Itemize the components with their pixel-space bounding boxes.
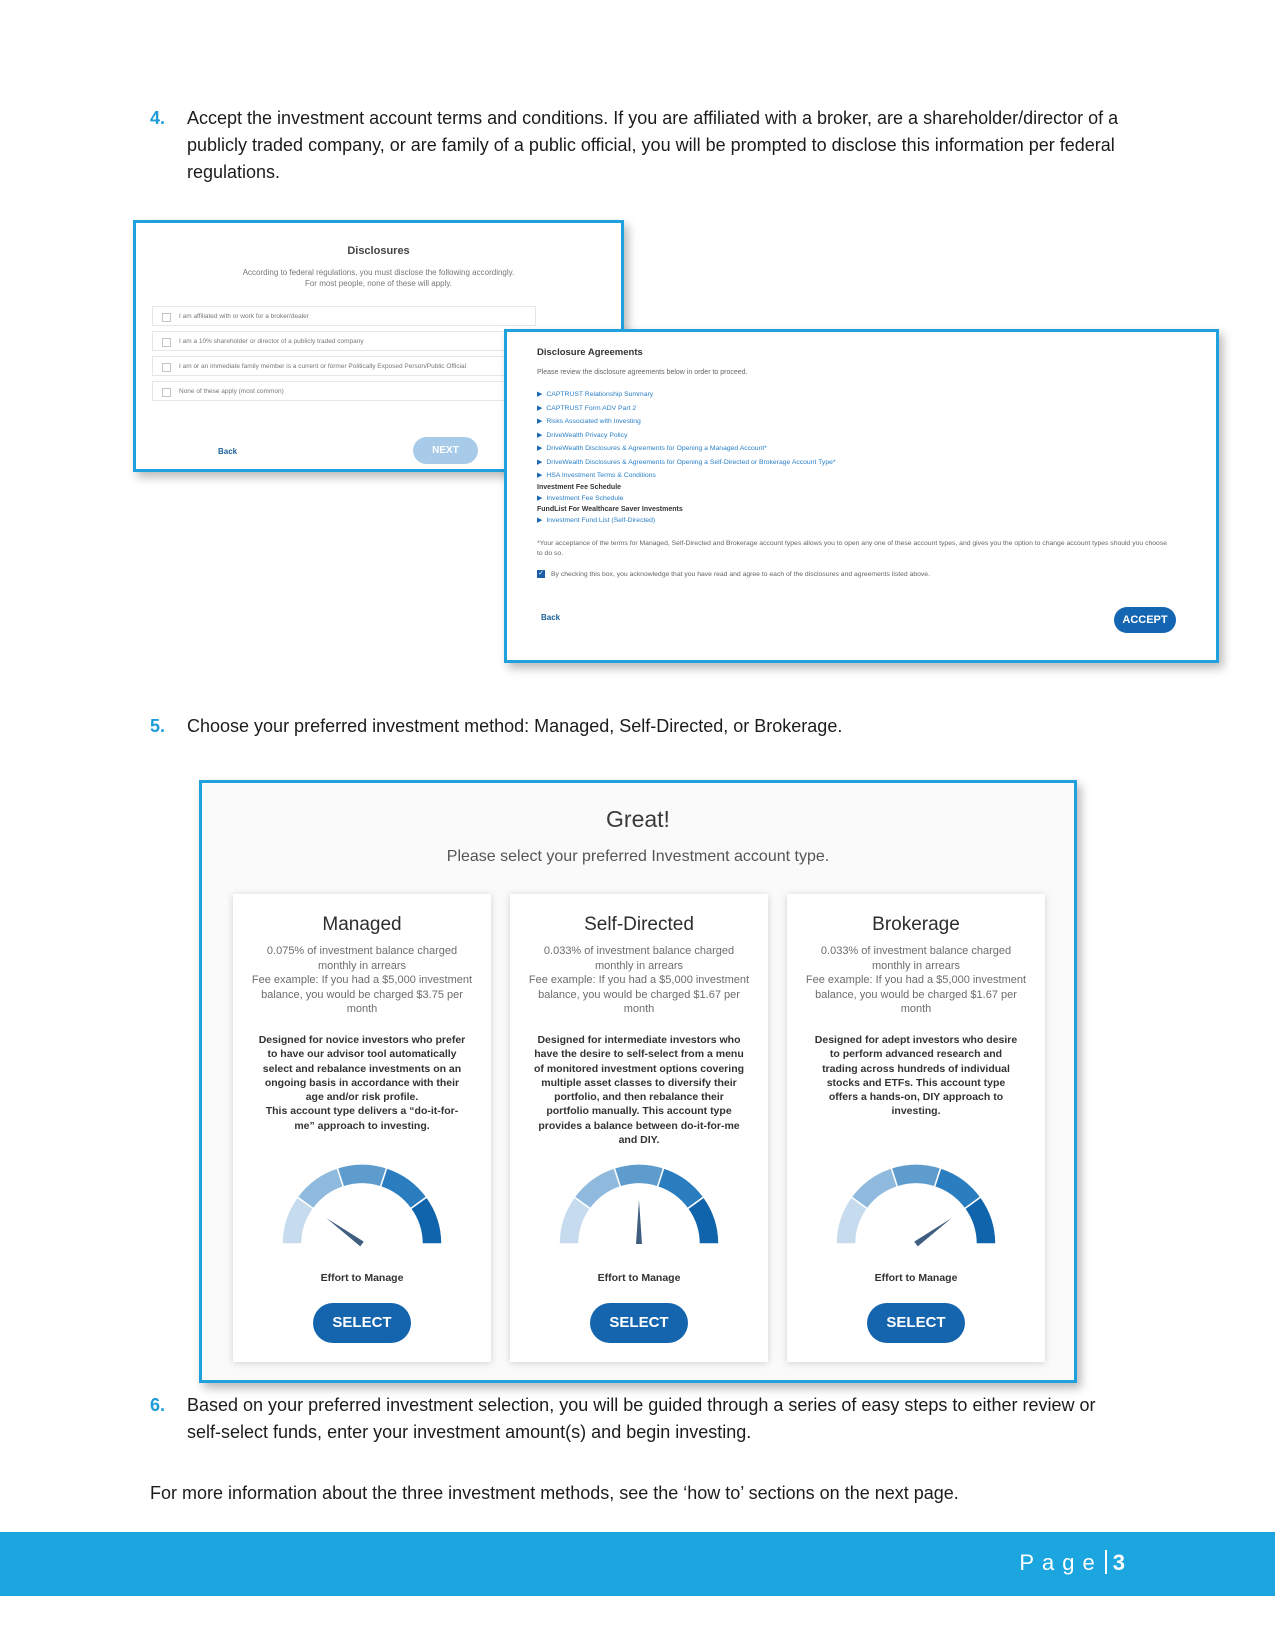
page-label: Page xyxy=(1019,1550,1103,1575)
card-description xyxy=(257,1033,467,1133)
acknowledge-checkbox-row[interactable] xyxy=(537,570,930,578)
effort-label: Effort to Manage xyxy=(874,1272,958,1284)
step-number: 6. xyxy=(150,1395,166,1415)
card-fee xyxy=(528,944,750,1017)
disclosures-subtitle-line: For most people, none of these will apply. xyxy=(304,279,453,288)
disclosure-option-label: I am affiliated with or work for a broker/dealer xyxy=(179,313,309,320)
play-triangle-icon: ▶ xyxy=(537,472,543,479)
agreement-link[interactable] xyxy=(537,429,836,443)
step-4 xyxy=(150,105,1130,186)
fee-example: Fee example: If you had a $5,000 investment balance, you would be charged $1.67 per month xyxy=(528,974,750,1015)
page-separator xyxy=(1105,1550,1107,1574)
gauge-needle xyxy=(636,1200,642,1244)
checkmark-icon[interactable]: ✓ xyxy=(538,570,544,577)
account-card-managed xyxy=(233,894,491,1362)
agreement-link-label: HSA Investment Terms & Conditions xyxy=(546,472,656,479)
fund-list-link-label: Investment Fund List (Self-Directed) xyxy=(546,516,656,524)
agreement-link[interactable] xyxy=(537,469,836,483)
card-title: Managed xyxy=(322,914,402,935)
card-title: Self-Directed xyxy=(584,914,694,935)
next-button[interactable]: NEXT xyxy=(413,437,478,464)
description-text: Designed for intermediate investors who have the desire to self-select from a menu of monitored investment options covering multiple asset classes to diversify their portfolio, and then rebalance their portfolio manually. This account type provides a balance between do-it-for-me and DIY. xyxy=(534,1034,745,1147)
play-triangle-icon: ▶ xyxy=(537,391,543,398)
fee-rate: 0.033% of investment balance charged monthly in arrears xyxy=(820,945,1012,972)
card-description xyxy=(534,1033,744,1147)
step-text: Accept the investment account terms and conditions. If you are affiliated with a broker, are a shareholder/director of a publicly traded company, or are family of a public official, you will be prompted to disclose this information per federal regulations. xyxy=(187,108,1119,182)
account-card-brokerage xyxy=(787,894,1045,1362)
gauge-needle xyxy=(326,1218,363,1246)
select-self-directed-button[interactable]: SELECT xyxy=(590,1303,688,1343)
play-triangle-icon: ▶ xyxy=(537,445,543,452)
card-description xyxy=(811,1033,1021,1119)
card-fee xyxy=(251,944,473,1017)
agreements-footnote: *Your acceptance of the terms for Managed, Self-Directed and Brokerage account types allows you to open any one of these account types, and gives you the option to change account types should you choose to do so. xyxy=(537,540,1167,557)
disclosure-option[interactable] xyxy=(152,306,536,326)
description-text: Designed for novice investors who prefer to have our advisor tool automatically select and rebalance investments on an ongoing basis in accordance with their age and/or risk profile. xyxy=(258,1034,466,1104)
play-triangle-icon: ▶ xyxy=(537,418,543,425)
agreement-link-label: CAPTRUST Relationship Summary xyxy=(546,391,654,398)
step-5 xyxy=(150,713,1130,740)
effort-gauge xyxy=(833,1162,999,1248)
fund-list-heading: FundList For Wealthcare Saver Investments xyxy=(537,505,683,513)
fee-example: Fee example: If you had a $5,000 investment balance, you would be charged $3.75 per month xyxy=(251,974,473,1015)
fee-rate: 0.075% of investment balance charged monthly in arrears xyxy=(266,945,458,972)
checkbox[interactable] xyxy=(162,313,171,322)
disclosure-agreements-screenshot xyxy=(504,329,1219,663)
agreement-link[interactable] xyxy=(537,388,836,402)
step-text: Choose your preferred investment method: Managed, Self-Directed, or Brokerage. xyxy=(187,716,843,736)
fee-schedule-heading: Investment Fee Schedule xyxy=(537,483,622,491)
play-triangle-icon: ▶ xyxy=(537,458,543,466)
agreement-link-label: Risks Associated with Investing xyxy=(546,418,641,425)
disclosure-option[interactable] xyxy=(152,356,536,376)
account-card-self-directed xyxy=(510,894,768,1362)
agreement-link-label: DriveWealth Privacy Policy xyxy=(546,431,628,439)
step-number: 5. xyxy=(150,716,166,736)
gauge-needle xyxy=(914,1218,951,1246)
account-type-heading: Great! xyxy=(606,806,670,832)
select-brokerage-button[interactable]: SELECT xyxy=(867,1303,965,1343)
effort-label: Effort to Manage xyxy=(320,1272,404,1284)
checkbox[interactable] xyxy=(162,388,171,397)
agreements-list xyxy=(537,388,836,527)
acknowledge-label: By checking this box, you acknowledge that you have read and agree to each of the disclosures and agreements listed above. xyxy=(551,570,930,578)
gauge-segment xyxy=(891,1164,940,1187)
step-6 xyxy=(150,1392,1130,1446)
account-type-screenshot xyxy=(199,780,1077,1383)
disclosures-subtitle-line: According to federal regulations, you must disclose the following accordingly. xyxy=(242,268,515,277)
agreement-link[interactable] xyxy=(537,456,836,470)
disclosures-subtitle xyxy=(136,267,621,289)
step-number: 4. xyxy=(150,108,166,128)
effort-gauge xyxy=(279,1162,445,1248)
disclosure-option[interactable] xyxy=(152,381,536,401)
gauge-segment xyxy=(851,1168,897,1209)
agreement-link[interactable] xyxy=(537,415,836,429)
checkbox[interactable] xyxy=(162,338,171,347)
fee-rate: 0.033% of investment balance charged monthly in arrears xyxy=(543,945,735,972)
fee-example: Fee example: If you had a $5,000 investment balance, you would be charged $1.67 per month xyxy=(805,974,1027,1015)
play-triangle-icon: ▶ xyxy=(537,431,543,439)
play-triangle-icon: ▶ xyxy=(537,516,543,524)
agreement-link-label: DriveWealth Disclosures & Agreements for Opening a Managed Account* xyxy=(546,445,767,452)
step-text: Based on your preferred investment selection, you will be guided through a series of easy steps to either review or self-select funds, enter your investment amount(s) and begin investing. xyxy=(187,1395,1096,1442)
agreement-link[interactable] xyxy=(537,442,836,456)
description-text: This account type delivers a “do-it-for-me” approach to investing. xyxy=(265,1105,459,1132)
effort-gauge xyxy=(556,1162,722,1248)
gauge-segment xyxy=(337,1164,386,1187)
fund-list-link[interactable] xyxy=(537,515,836,527)
disclosure-option[interactable] xyxy=(152,331,536,351)
agreement-link-label: CAPTRUST Form ADV Part 2 xyxy=(546,404,637,412)
gauge-segment xyxy=(297,1168,343,1209)
disclosure-option-label: I am or an immediate family member is a current or former Politically Exposed Person/Public Official xyxy=(179,363,467,370)
account-type-prompt: Please select your preferred Investment account type. xyxy=(446,848,830,865)
page-number: 3 xyxy=(1112,1550,1125,1575)
more-info-note: For more information about the three investment methods, see the ‘how to’ sections on the next page. xyxy=(150,1483,959,1503)
card-title: Brokerage xyxy=(872,914,960,935)
play-triangle-icon: ▶ xyxy=(537,404,543,412)
agreement-link[interactable] xyxy=(537,402,836,416)
fee-schedule-link-label: Investment Fee Schedule xyxy=(546,494,624,502)
page-indicator xyxy=(1019,1550,1125,1576)
description-text: Designed for adept investors who desire to perform advanced research and trading across hundreds of individual stocks and ETFs. This account type offers a hands-on, DIY approach to investing. xyxy=(814,1034,1018,1118)
select-managed-button[interactable]: SELECT xyxy=(313,1303,411,1343)
back-link[interactable]: Back xyxy=(541,613,561,622)
checkbox[interactable] xyxy=(162,363,171,372)
play-triangle-icon: ▶ xyxy=(537,494,543,502)
disclosures-title: Disclosures xyxy=(347,245,410,257)
effort-label: Effort to Manage xyxy=(597,1272,681,1284)
agreements-title: Disclosure Agreements xyxy=(537,347,643,358)
disclosure-option-label: None of these apply (most common) xyxy=(179,388,284,395)
agreement-link-label: DriveWealth Disclosures & Agreements for Opening a Self-Directed or Brokerage Account Type* xyxy=(546,458,836,466)
gauge-segment xyxy=(614,1164,663,1187)
card-fee xyxy=(805,944,1027,1017)
gauge-segment xyxy=(574,1168,620,1209)
fee-schedule-link[interactable] xyxy=(537,493,836,505)
accept-button[interactable]: ACCEPT xyxy=(1114,607,1176,633)
agreements-subtitle: Please review the disclosure agreements below in order to proceed. xyxy=(537,369,748,376)
page-footer xyxy=(0,1532,1275,1596)
disclosure-option-label: I am a 10% shareholder or director of a publicly traded company xyxy=(179,338,364,345)
back-link[interactable]: Back xyxy=(218,447,238,456)
